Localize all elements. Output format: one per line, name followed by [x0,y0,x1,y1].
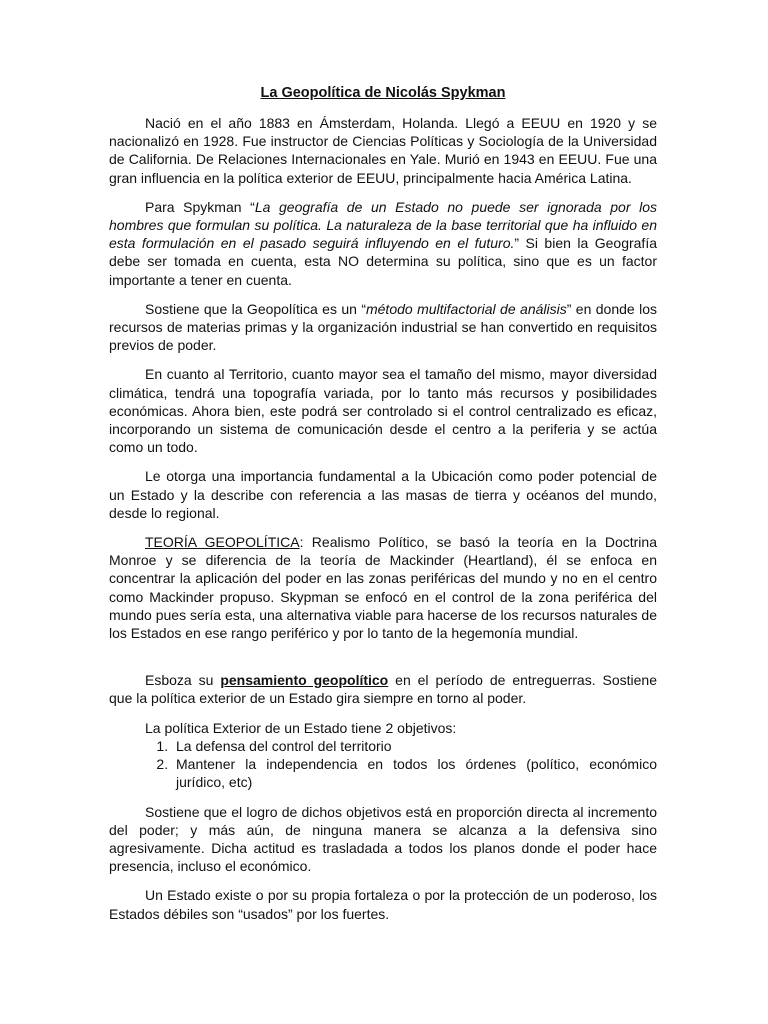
paragraph-theory [109,533,657,642]
list-item: 2. Mantener la independencia en todos los órdenes (político, económico jurídico, etc) [172,755,657,791]
objectives-list [109,737,657,792]
thinking-intro: Esboza su [145,672,221,689]
paragraph-method [109,300,657,355]
quote-text: La geografía de un Estado no puede ser ignorada por los hombres que formulan su política. La naturaleza de la base territorial que ha influido en esta formulación en el pasado seguirá influyendo en el futuro. [109,198,657,252]
method-quote: método multifactorial de análisis [365,300,567,317]
method-follow: ” en donde los recursos de materias primas y la organización industrial se han convertido en requisitos previos de poder. [109,300,657,354]
paragraph-objectives-intro: La política Exterior de un Estado tiene 2 objetivos: [145,719,457,736]
paragraph-power: Sostiene que el logro de dichos objetivos está en proporción directa al incremento del poder; y más aún, de ninguna manera se alcanza a la defensiva sino agresivamente. Dicha actitud es trasladada a todos los planos donde el poder hace presencia, incluso el económico. [109,803,657,875]
theory-text: : Realismo Político, se basó la teoría en la Doctrina Monroe y se diferencia de la teoría de Mackinder (Heartland), él se enfoca en concentrar la aplicación del poder en las zonas periféricas del mundo y no en el centro como Mackinder propuso. Skypman se enfocó en el control de la zona periférica del mundo pues sería esta, una alternativa viable para hacerse de los recursos naturales de los Estados en ese rango periférico y por lo tanto de la hegemonía mundial. [109,534,657,642]
paragraph-biography: Nació en el año 1883 en Ámsterdam, Holanda. Llegó a EEUU en 1920 y se nacionalizó en 1928. Fue instructor de Ciencias Políticas y Sociología de la Universidad de California. De Relaciones Internacionales en Yale. Murió en 1943 en EEUU. Fue una gran influencia en la política exterior de EEUU, principalmente hacia América Latina. [109,115,657,186]
thinking-follow: en el período de entreguerras. Sostiene que la política exterior de un Estado gira siempre en torno al poder. [109,672,657,707]
theory-heading: TEORÍA GEOPOLÍTICA [145,534,300,551]
thinking-bold: pensamiento geopolítico [220,672,389,689]
paragraph-territory: En cuanto al Territorio, cuanto mayor sea el tamaño del mismo, mayor diversidad climática, tendrá una topografía variada, por lo tanto más recursos y posibilidades económicas. Ahora bien, este podrá ser controlado si el control centralizado es eficaz, incorporando un sistema de comunicación desde el centro a la periferia y se actúa como un todo. [109,366,657,456]
paragraph-state: Un Estado existe o por su propia fortaleza o por la protección de un poderoso, los Estados débiles son “usados” por los fuertes. [109,887,657,922]
method-intro: Sostiene que la Geopolítica es un “ [145,300,366,317]
document-title: La Geopolítica de Nicolás Spykman [260,85,506,101]
spacer [109,653,657,671]
quote-follow: ” Si bien la Geografía debe ser tomada en cuenta, esta NO determina su política, sino que es un factor importante a tener en cuenta. [109,235,657,288]
paragraph-thinking [109,671,657,707]
quote-intro: Para Spykman “ [145,198,255,215]
list-item: 1. La defensa del control del territorio [172,737,657,755]
paragraph-spykman-quote [109,198,657,289]
paragraph-location: Le otorga una importancia fundamental a la Ubicación como poder potencial de un Estado y la describe con referencia a las masas de tierra y océanos del mundo, desde lo regional. [109,468,657,521]
